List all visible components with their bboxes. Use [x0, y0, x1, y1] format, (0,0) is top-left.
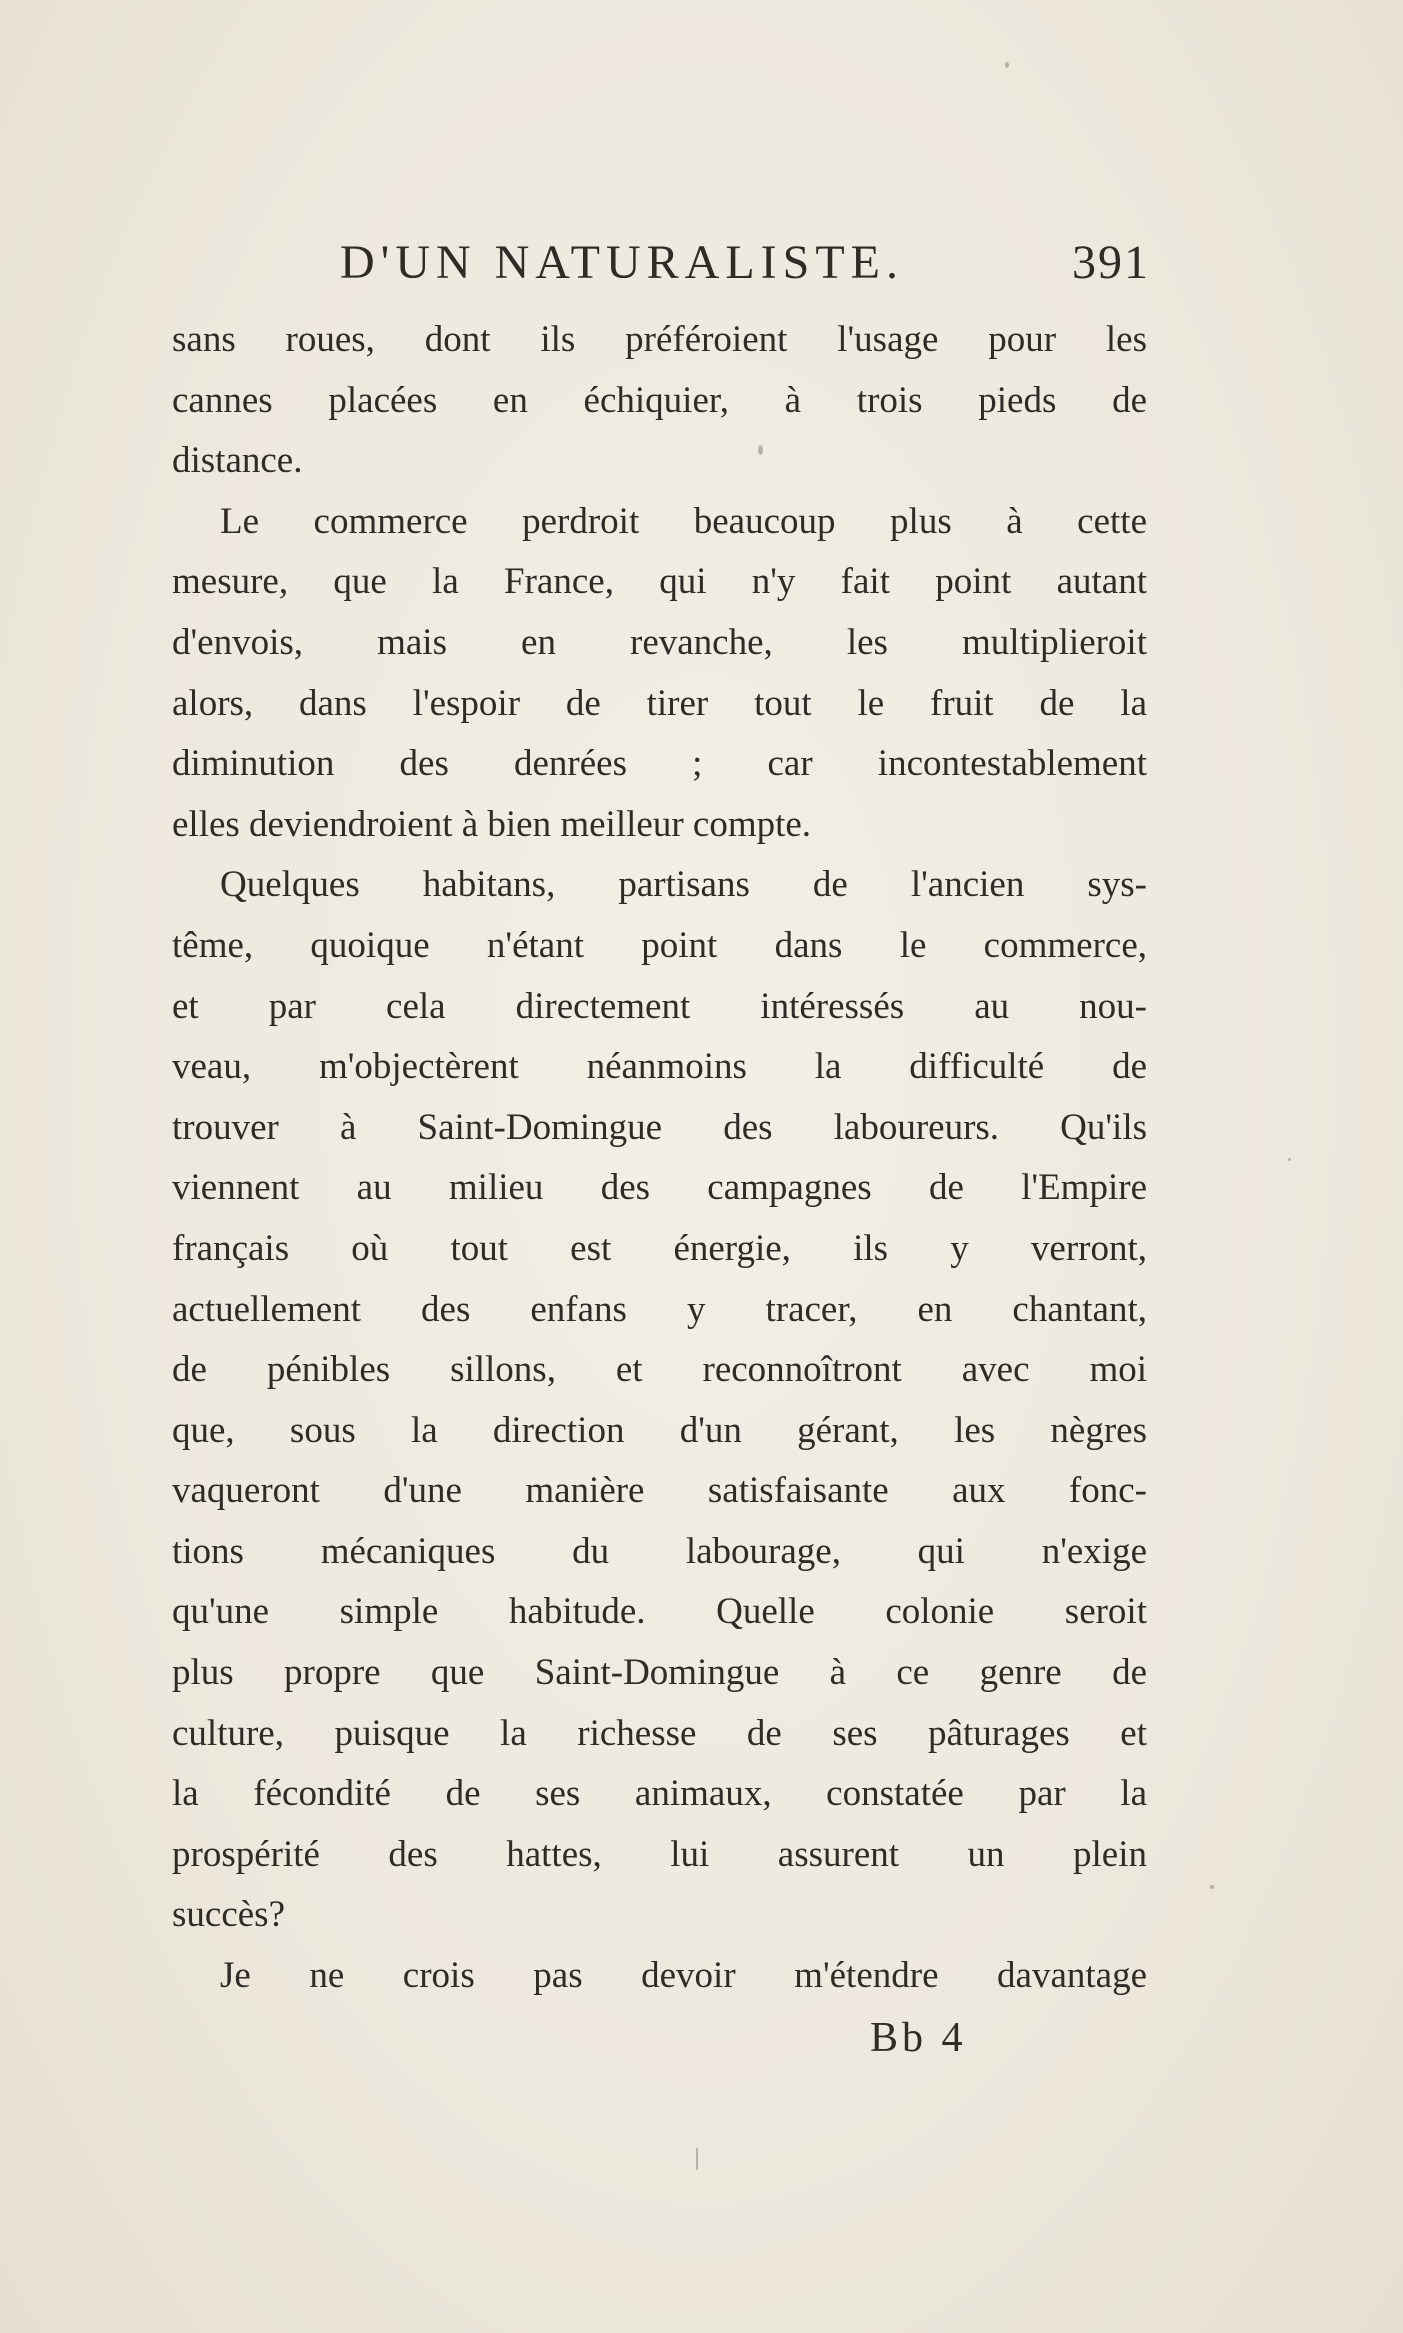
text-line: la fécondité de ses animaux, constatée par la	[172, 1773, 1147, 1815]
text-line: vaqueront d'une manière satisfaisante aux fonc-	[172, 1470, 1147, 1512]
text-line: distance.	[172, 440, 303, 482]
text-line: plus propre que Saint-Domingue à ce genre de	[172, 1652, 1147, 1694]
text-line: sans roues, dont ils préféroient l'usage pour les	[172, 319, 1147, 360]
text-line: et par cela directement intéressés au nou-	[172, 985, 1147, 1027]
text-line: culture, puisque la richesse de ses pâturages et	[172, 1712, 1147, 1754]
text-line: que, sous la direction d'un gérant, les nègres	[172, 1409, 1147, 1451]
paper-speck	[1288, 1158, 1291, 1161]
running-title: D'UN NATURALISTE.	[340, 236, 904, 289]
text-line: qu'une simple habitude. Quelle colonie seroit	[172, 1591, 1147, 1633]
body-text	[172, 310, 1147, 2007]
text-line: cannes placées en échiquier, à trois pieds de	[172, 379, 1147, 421]
text-line: de pénibles sillons, et reconnoîtront avec moi	[172, 1349, 1147, 1391]
paper-speck	[1005, 62, 1009, 68]
text-line: trouver à Saint-Domingue des laboureurs. Qu'ils	[172, 1106, 1147, 1148]
text-line: Le commerce perdroit beaucoup plus à cette	[220, 500, 1147, 542]
page-number: 391	[1072, 236, 1150, 289]
text-line: tême, quoique n'étant point dans le commerce,	[172, 924, 1147, 966]
paper-speck	[696, 2148, 698, 2170]
text-line: Je ne crois pas devoir m'étendre davantage	[220, 1955, 1147, 1997]
text-line: français où tout est énergie, ils y verront,	[172, 1227, 1147, 1269]
paper-speck	[1210, 1885, 1214, 1889]
text-line: succès?	[172, 1894, 285, 1936]
page-header	[170, 228, 1150, 298]
text-line: tions mécaniques du labourage, qui n'exige	[172, 1530, 1147, 1572]
text-line: veau, m'objectèrent néanmoins la difficulté de	[172, 1046, 1147, 1088]
text-line: prospérité des hattes, lui assurent un plein	[172, 1833, 1147, 1875]
text-line: d'envois, mais en revanche, les multiplieroit	[172, 621, 1147, 663]
text-line: actuellement des enfans y tracer, en chantant,	[172, 1288, 1147, 1330]
text-line: mesure, que la France, qui n'y fait point autant	[172, 561, 1147, 603]
text-line: alors, dans l'espoir de tirer tout le fruit de la	[172, 682, 1147, 724]
text-line: Quelques habitans, partisans de l'ancien sys-	[220, 864, 1147, 906]
text-line: elles deviendroient à bien meilleur compte.	[172, 803, 812, 845]
signature-mark: Bb 4	[870, 2015, 967, 2061]
text-line: viennent au milieu des campagnes de l'Empire	[172, 1167, 1147, 1209]
text-line: diminution des denrées ; car incontestablement	[172, 743, 1147, 785]
